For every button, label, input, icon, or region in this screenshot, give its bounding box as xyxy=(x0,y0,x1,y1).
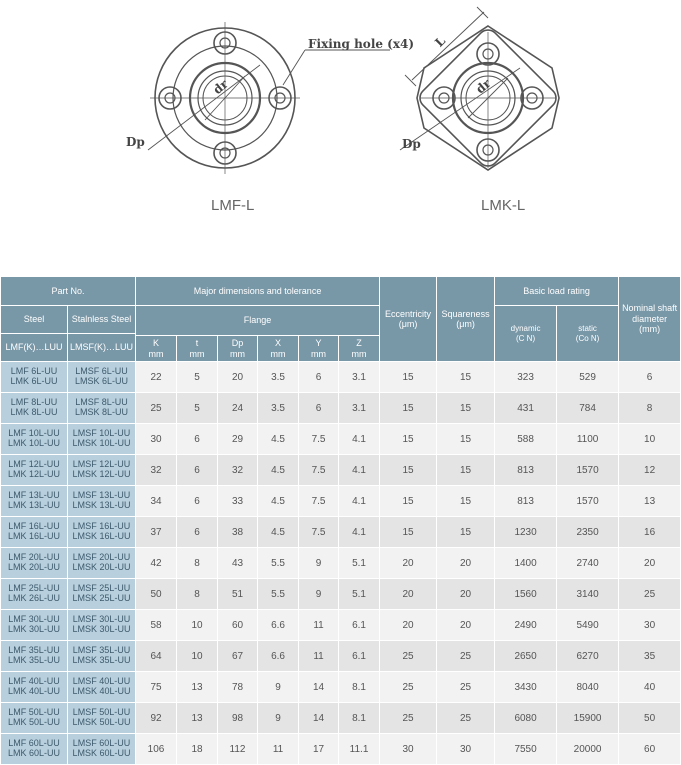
part-number: LMK 16L-UU xyxy=(7,531,61,541)
steel-part-cell xyxy=(1,548,68,579)
nominal-shaft-label: Nominal shaft diameter xyxy=(622,303,678,324)
squareness-cell: 30 xyxy=(437,734,495,765)
col-k-label: K xyxy=(153,338,160,349)
t-cell: 5 xyxy=(177,362,218,393)
part-number: LMK 6L-UU xyxy=(10,376,58,386)
t-cell: 5 xyxy=(177,393,218,424)
shaft-diameter-cell: 8 xyxy=(619,393,681,424)
steel-part-cell xyxy=(1,734,68,765)
dp-cell: 24 xyxy=(218,393,258,424)
eccentricity-unit: (μm) xyxy=(398,319,418,329)
static-label: static xyxy=(578,324,597,334)
table-row xyxy=(1,703,681,734)
static-load-cell: 2350 xyxy=(557,517,619,548)
dynamic-header xyxy=(495,306,557,362)
k-cell: 50 xyxy=(136,579,177,610)
fixing-hole-label: Fixing hole (x4) xyxy=(308,37,415,51)
x-cell: 4.5 xyxy=(258,424,299,455)
part-number: LMSF 20L-UU xyxy=(72,552,131,563)
part-number: LMK 8L-UU xyxy=(10,407,58,417)
t-cell: 6 xyxy=(177,517,218,548)
part-number: LMF 20L-UU xyxy=(8,552,60,563)
col-x-header xyxy=(258,336,299,362)
eccentricity-cell: 25 xyxy=(380,672,437,703)
dp-cell: 29 xyxy=(218,424,258,455)
z-cell: 4.1 xyxy=(339,424,380,455)
z-cell: 5.1 xyxy=(339,548,380,579)
k-cell: 22 xyxy=(136,362,177,393)
static-load-cell: 8040 xyxy=(557,672,619,703)
static-header xyxy=(557,306,619,362)
dynamic-load-cell: 1400 xyxy=(495,548,557,579)
z-cell: 3.1 xyxy=(339,393,380,424)
eccentricity-cell: 20 xyxy=(380,579,437,610)
static-load-cell: 529 xyxy=(557,362,619,393)
part-number: LMK 60L-UU xyxy=(7,748,61,758)
y-cell: 6 xyxy=(299,393,339,424)
part-number: LMSF 25L-UU xyxy=(72,583,131,594)
part-number: LMSK 6L-UU xyxy=(75,376,129,386)
y-cell: 7.5 xyxy=(299,455,339,486)
part-number: LMF 30L-UU xyxy=(8,614,60,625)
spec-table xyxy=(0,276,681,765)
t-cell: 10 xyxy=(177,610,218,641)
dynamic-label: dynamic xyxy=(510,324,541,334)
z-cell: 4.1 xyxy=(339,455,380,486)
k-cell: 106 xyxy=(136,734,177,765)
k-cell: 75 xyxy=(136,672,177,703)
z-cell: 3.1 xyxy=(339,362,380,393)
k-cell: 32 xyxy=(136,455,177,486)
steel-part-cell xyxy=(1,455,68,486)
part-number: LMF 12L-UU xyxy=(8,459,60,470)
x-cell: 9 xyxy=(258,672,299,703)
dynamic-load-cell: 323 xyxy=(495,362,557,393)
static-unit: (Co N) xyxy=(575,333,600,343)
t-cell: 6 xyxy=(177,455,218,486)
part-number: LMF 25L-UU xyxy=(8,583,60,594)
dynamic-load-cell: 2650 xyxy=(495,641,557,672)
squareness-cell: 25 xyxy=(437,641,495,672)
steel-part-cell xyxy=(1,517,68,548)
table-row xyxy=(1,672,681,703)
steel-part-cell xyxy=(1,641,68,672)
dp-cell: 60 xyxy=(218,610,258,641)
col-t-label: t xyxy=(195,338,199,349)
eccentricity-cell: 15 xyxy=(380,424,437,455)
part-number: LMSK 30L-UU xyxy=(72,624,131,634)
part-number: LMSF 40L-UU xyxy=(72,676,131,687)
part-number: LMF 35L-UU xyxy=(8,645,60,656)
part-number: LMSF 50L-UU xyxy=(72,707,131,718)
part-number: LMSF 8L-UU xyxy=(75,397,128,408)
part-number: LMK 20L-UU xyxy=(7,562,61,572)
part-number: LMF 60L-UU xyxy=(8,738,60,749)
shaft-diameter-cell: 16 xyxy=(619,517,681,548)
z-cell: 11.1 xyxy=(339,734,380,765)
steel-part-cell xyxy=(1,703,68,734)
k-cell: 64 xyxy=(136,641,177,672)
stainless-part-cell xyxy=(68,393,136,424)
part-number: LMSK 12L-UU xyxy=(72,469,131,479)
shaft-diameter-cell: 10 xyxy=(619,424,681,455)
eccentricity-label: Eccentricity xyxy=(385,308,432,319)
k-cell: 92 xyxy=(136,703,177,734)
y-cell: 6 xyxy=(299,362,339,393)
squareness-cell: 20 xyxy=(437,548,495,579)
y-cell: 14 xyxy=(299,703,339,734)
steel-part-cell xyxy=(1,424,68,455)
z-cell: 6.1 xyxy=(339,641,380,672)
col-k-header xyxy=(136,336,177,362)
part-number: LMF 40L-UU xyxy=(8,676,60,687)
static-load-cell: 3140 xyxy=(557,579,619,610)
x-cell: 6.6 xyxy=(258,610,299,641)
k-cell: 42 xyxy=(136,548,177,579)
col-z-label: Z xyxy=(356,338,362,349)
eccentricity-cell: 20 xyxy=(380,610,437,641)
eccentricity-header xyxy=(380,277,437,362)
x-cell: 4.5 xyxy=(258,517,299,548)
part-number: LMK 13L-UU xyxy=(7,500,61,510)
part-number: LMSF 6L-UU xyxy=(75,366,128,377)
shaft-diameter-cell: 20 xyxy=(619,548,681,579)
dynamic-load-cell: 431 xyxy=(495,393,557,424)
stainless-part-cell xyxy=(68,455,136,486)
col-x-unit: mm xyxy=(270,348,286,359)
dynamic-load-cell: 813 xyxy=(495,455,557,486)
y-cell: 7.5 xyxy=(299,486,339,517)
part-number: LMSK 60L-UU xyxy=(72,748,131,758)
part-number: LMK 26L-UU xyxy=(7,593,61,603)
dynamic-load-cell: 1560 xyxy=(495,579,557,610)
table-row xyxy=(1,641,681,672)
z-cell: 4.1 xyxy=(339,486,380,517)
z-cell: 8.1 xyxy=(339,672,380,703)
part-number: LMK 10L-UU xyxy=(7,438,61,448)
col-y-unit: mm xyxy=(311,348,327,359)
table-row xyxy=(1,393,681,424)
y-cell: 7.5 xyxy=(299,517,339,548)
stainless-header: Stalnless Steel xyxy=(68,306,136,334)
flange-header: Flange xyxy=(136,306,380,336)
part-number: LMK 40L-UU xyxy=(7,686,61,696)
y-cell: 9 xyxy=(299,579,339,610)
static-load-cell: 2740 xyxy=(557,548,619,579)
dynamic-load-cell: 7550 xyxy=(495,734,557,765)
t-cell: 8 xyxy=(177,579,218,610)
x-cell: 5.5 xyxy=(258,579,299,610)
eccentricity-cell: 25 xyxy=(380,641,437,672)
eccentricity-cell: 15 xyxy=(380,393,437,424)
col-y-header xyxy=(299,336,339,362)
major-dimensions-header: Major dimensions and tolerance xyxy=(136,277,380,306)
col-k-unit: mm xyxy=(148,348,164,359)
z-cell: 8.1 xyxy=(339,703,380,734)
part-number: LMF 50L-UU xyxy=(8,707,60,718)
lmk-dp-label: Dp xyxy=(402,137,421,151)
dynamic-unit: (C N) xyxy=(516,333,536,343)
lmk-l-label: L xyxy=(432,33,449,50)
table-row xyxy=(1,579,681,610)
col-t-header xyxy=(177,336,218,362)
stainless-part-cell xyxy=(68,703,136,734)
t-cell: 18 xyxy=(177,734,218,765)
col-dp-unit: mm xyxy=(230,348,246,359)
shaft-diameter-cell: 25 xyxy=(619,579,681,610)
squareness-cell: 25 xyxy=(437,703,495,734)
eccentricity-cell: 25 xyxy=(380,703,437,734)
x-cell: 9 xyxy=(258,703,299,734)
k-cell: 30 xyxy=(136,424,177,455)
part-number: LMSF 16L-UU xyxy=(72,521,131,532)
eccentricity-cell: 30 xyxy=(380,734,437,765)
stainless-part-cell xyxy=(68,579,136,610)
z-cell: 5.1 xyxy=(339,579,380,610)
part-number: LMSK 50L-UU xyxy=(72,717,131,727)
stainless-part-cell xyxy=(68,672,136,703)
steel-header: Steel xyxy=(1,306,68,334)
static-load-cell: 1570 xyxy=(557,455,619,486)
part-number: LMF 13L-UU xyxy=(8,490,60,501)
dynamic-load-cell: 3430 xyxy=(495,672,557,703)
x-cell: 4.5 xyxy=(258,455,299,486)
part-number: LMSK 20L-UU xyxy=(72,562,131,572)
part-number: LMSF 35L-UU xyxy=(72,645,131,656)
t-cell: 10 xyxy=(177,641,218,672)
dp-cell: 112 xyxy=(218,734,258,765)
stainless-code-header: LMSF(K)…LUU xyxy=(68,334,136,362)
part-number: LMSF 13L-UU xyxy=(72,490,131,501)
squareness-cell: 15 xyxy=(437,517,495,548)
squareness-unit: (μm) xyxy=(456,319,475,329)
part-number: LMK 12L-UU xyxy=(7,469,61,479)
stainless-part-cell xyxy=(68,610,136,641)
y-cell: 11 xyxy=(299,641,339,672)
col-dp-label: Dp xyxy=(231,338,244,349)
table-row xyxy=(1,734,681,765)
squareness-cell: 20 xyxy=(437,610,495,641)
technical-drawings xyxy=(0,0,681,230)
static-load-cell: 5490 xyxy=(557,610,619,641)
t-cell: 13 xyxy=(177,672,218,703)
col-y-label: Y xyxy=(315,338,322,349)
dp-cell: 98 xyxy=(218,703,258,734)
eccentricity-cell: 15 xyxy=(380,455,437,486)
x-cell: 11 xyxy=(258,734,299,765)
t-cell: 6 xyxy=(177,424,218,455)
part-number: LMF 10L-UU xyxy=(8,428,60,439)
table-row xyxy=(1,486,681,517)
shaft-diameter-cell: 30 xyxy=(619,610,681,641)
part-number: LMF 16L-UU xyxy=(8,521,60,532)
col-z-header xyxy=(339,336,380,362)
squareness-cell: 15 xyxy=(437,393,495,424)
dynamic-load-cell: 813 xyxy=(495,486,557,517)
table-row xyxy=(1,455,681,486)
dp-cell: 38 xyxy=(218,517,258,548)
steel-code-header: LMF(K)…LUU xyxy=(1,334,68,362)
part-number: LMSF 30L-UU xyxy=(72,614,131,625)
x-cell: 5.5 xyxy=(258,548,299,579)
shaft-diameter-cell: 50 xyxy=(619,703,681,734)
lmf-dr-label: dr xyxy=(210,76,231,98)
part-number: LMSK 40L-UU xyxy=(72,686,131,696)
col-t-unit: mm xyxy=(189,348,205,359)
part-number: LMSK 13L-UU xyxy=(72,500,131,510)
stainless-part-cell xyxy=(68,734,136,765)
static-load-cell: 784 xyxy=(557,393,619,424)
dp-cell: 51 xyxy=(218,579,258,610)
stainless-part-cell xyxy=(68,517,136,548)
shaft-diameter-cell: 6 xyxy=(619,362,681,393)
eccentricity-cell: 20 xyxy=(380,548,437,579)
part-number: LMSF 10L-UU xyxy=(72,428,131,439)
table-row xyxy=(1,548,681,579)
steel-part-cell xyxy=(1,362,68,393)
basic-load-header: Basic load rating xyxy=(495,277,619,306)
static-load-cell: 15900 xyxy=(557,703,619,734)
stainless-part-cell xyxy=(68,486,136,517)
y-cell: 17 xyxy=(299,734,339,765)
static-load-cell: 1570 xyxy=(557,486,619,517)
squareness-cell: 25 xyxy=(437,672,495,703)
table-row xyxy=(1,610,681,641)
squareness-cell: 15 xyxy=(437,424,495,455)
k-cell: 37 xyxy=(136,517,177,548)
steel-part-cell xyxy=(1,393,68,424)
dp-cell: 32 xyxy=(218,455,258,486)
nominal-shaft-unit: (mm) xyxy=(639,324,661,335)
lmf-caption: LMF-L xyxy=(211,197,255,214)
t-cell: 13 xyxy=(177,703,218,734)
squareness-header xyxy=(437,277,495,362)
part-number: LMSK 16L-UU xyxy=(72,531,131,541)
dp-cell: 78 xyxy=(218,672,258,703)
shaft-diameter-cell: 35 xyxy=(619,641,681,672)
table-row xyxy=(1,424,681,455)
lmf-dp-label: Dp xyxy=(126,135,145,149)
part-number: LMSK 25L-UU xyxy=(72,593,131,603)
dynamic-load-cell: 588 xyxy=(495,424,557,455)
t-cell: 6 xyxy=(177,486,218,517)
static-load-cell: 1100 xyxy=(557,424,619,455)
dp-cell: 20 xyxy=(218,362,258,393)
stainless-part-cell xyxy=(68,424,136,455)
table-row xyxy=(1,362,681,393)
dp-cell: 33 xyxy=(218,486,258,517)
part-number: LMF 8L-UU xyxy=(10,397,58,408)
dp-cell: 43 xyxy=(218,548,258,579)
y-cell: 9 xyxy=(299,548,339,579)
dynamic-load-cell: 6080 xyxy=(495,703,557,734)
steel-part-cell xyxy=(1,579,68,610)
shaft-diameter-cell: 60 xyxy=(619,734,681,765)
shaft-diameter-cell: 12 xyxy=(619,455,681,486)
squareness-cell: 15 xyxy=(437,362,495,393)
z-cell: 6.1 xyxy=(339,610,380,641)
dynamic-load-cell: 2490 xyxy=(495,610,557,641)
part-number: LMSK 8L-UU xyxy=(75,407,129,417)
part-number: LMK 50L-UU xyxy=(7,717,61,727)
k-cell: 58 xyxy=(136,610,177,641)
eccentricity-cell: 15 xyxy=(380,362,437,393)
part-number: LMSK 35L-UU xyxy=(72,655,131,665)
t-cell: 8 xyxy=(177,548,218,579)
static-load-cell: 20000 xyxy=(557,734,619,765)
squareness-label: Squareness xyxy=(441,308,490,319)
dynamic-load-cell: 1230 xyxy=(495,517,557,548)
part-number: LMF 6L-UU xyxy=(10,366,58,377)
x-cell: 3.5 xyxy=(258,362,299,393)
part-no-header: Part No. xyxy=(1,277,136,306)
k-cell: 34 xyxy=(136,486,177,517)
y-cell: 14 xyxy=(299,672,339,703)
x-cell: 4.5 xyxy=(258,486,299,517)
steel-part-cell xyxy=(1,486,68,517)
stainless-part-cell xyxy=(68,548,136,579)
steel-part-cell xyxy=(1,672,68,703)
part-number: LMSF 60L-UU xyxy=(72,738,131,749)
stainless-part-cell xyxy=(68,641,136,672)
part-number: LMK 30L-UU xyxy=(7,624,61,634)
dp-cell: 67 xyxy=(218,641,258,672)
table-row xyxy=(1,517,681,548)
stainless-part-cell xyxy=(68,362,136,393)
part-number: LMK 35L-UU xyxy=(7,655,61,665)
k-cell: 25 xyxy=(136,393,177,424)
x-cell: 3.5 xyxy=(258,393,299,424)
part-number: LMSF 12L-UU xyxy=(72,459,131,470)
eccentricity-cell: 15 xyxy=(380,517,437,548)
lmk-dr-label: dr xyxy=(473,76,494,97)
squareness-cell: 15 xyxy=(437,486,495,517)
nominal-shaft-header xyxy=(619,277,681,362)
y-cell: 11 xyxy=(299,610,339,641)
y-cell: 7.5 xyxy=(299,424,339,455)
z-cell: 4.1 xyxy=(339,517,380,548)
shaft-diameter-cell: 13 xyxy=(619,486,681,517)
squareness-cell: 15 xyxy=(437,455,495,486)
static-load-cell: 6270 xyxy=(557,641,619,672)
col-x-label: X xyxy=(275,338,282,349)
squareness-cell: 20 xyxy=(437,579,495,610)
spec-table-body xyxy=(1,362,681,765)
steel-part-cell xyxy=(1,610,68,641)
x-cell: 6.6 xyxy=(258,641,299,672)
col-z-unit: mm xyxy=(351,348,367,359)
col-dp-header xyxy=(218,336,258,362)
part-number: LMSK 10L-UU xyxy=(72,438,131,448)
lmk-caption: LMK-L xyxy=(481,197,526,214)
shaft-diameter-cell: 40 xyxy=(619,672,681,703)
eccentricity-cell: 15 xyxy=(380,486,437,517)
